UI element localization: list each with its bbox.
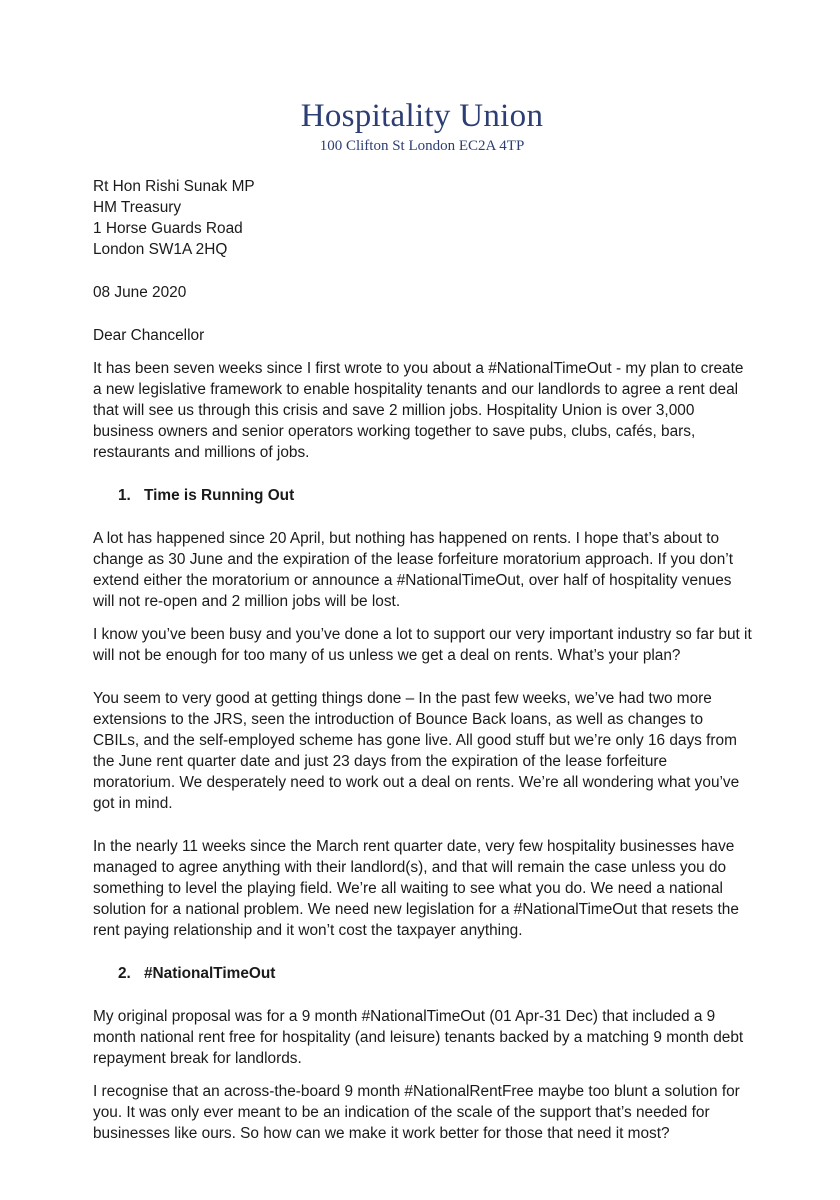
letterhead (0, 96, 840, 156)
body-paragraph: In the nearly 11 weeks since the March rent quarter date, very few hospitality businesses have managed to agree anything with their landlord(s), and that will remain the case unless you do something to level the playing field. We’re all waiting to see what you do. We need a national solution for a national problem. We need new legislation for a #NationalTimeOut that resets the rent paying relationship and it won’t cost the taxpayer anything. (93, 838, 739, 939)
recipient-address (93, 176, 753, 260)
letter-body (93, 176, 753, 1144)
body-paragraph: My original proposal was for a 9 month #NationalTimeOut (01 Apr-31 Dec) that included a 9 month national rent free for hospitality (and leisure) tenants backed by a matching 9 month debt repayment break for landlords. (93, 1008, 744, 1067)
recipient-line: Rt Hon Rishi Sunak MP (93, 178, 255, 195)
body-paragraph: I know you’ve been busy and you’ve done a lot to support our very important industry so far but it will not be enough for too many of us unless we get a deal on rents. What’s your plan? (93, 626, 752, 664)
section-heading (93, 485, 753, 506)
recipient-line: 1 Horse Guards Road (93, 220, 243, 237)
body-paragraph: I recognise that an across-the-board 9 month #NationalRentFree maybe too blunt a solution for you. It was only ever meant to be an indication of the scale of the support that’s needed for businesses like ours. So how can we make it work better for those that need it most? (93, 1083, 740, 1142)
organization-address: 100 Clifton St London EC2A 4TP (319, 138, 525, 154)
section-number: 1. (118, 487, 131, 504)
section-title: #NationalTimeOut (144, 965, 276, 982)
letter-date: 08 June 2020 (93, 284, 187, 301)
section-number: 2. (118, 965, 131, 982)
body-paragraph: A lot has happened since 20 April, but nothing has happened on rents. I hope that’s about to change as 30 June and the expiration of the lease forfeiture moratorium approach. If you don’t extend either the moratorium or announce a #NationalTimeOut, over half of hospitality venues will not re-open and 2 million jobs will be lost. (93, 530, 733, 610)
section-title: Time is Running Out (144, 487, 295, 504)
body-paragraph: You seem to very good at getting things done – In the past few weeks, we’ve had two more extensions to the JRS, seen the introduction of Bounce Back loans, as well as changes to CBILs, and the self-employed scheme has gone live. All good stuff but we’re only 16 days from the June rent quarter date and just 23 days from the expiration of the lease forfeiture moratorium. We desperately need to work out a deal on rents. We’re all wondering what you’ve got in mind. (93, 690, 740, 812)
recipient-line: HM Treasury (93, 199, 182, 216)
recipient-line: London SW1A 2HQ (93, 241, 228, 258)
section-heading (93, 963, 753, 984)
salutation: Dear Chancellor (93, 327, 205, 344)
intro-paragraph: It has been seven weeks since I first wrote to you about a #NationalTimeOut - my plan to create a new legislative framework to enable hospitality tenants and our landlords to agree a rent deal that will see us through this crisis and save 2 million jobs. Hospitality Union is over 3,000 business owners and senior operators working together to save pubs, clubs, cafés, bars, restaurants and millions of jobs. (93, 360, 744, 461)
organization-name: Hospitality Union (300, 98, 544, 134)
